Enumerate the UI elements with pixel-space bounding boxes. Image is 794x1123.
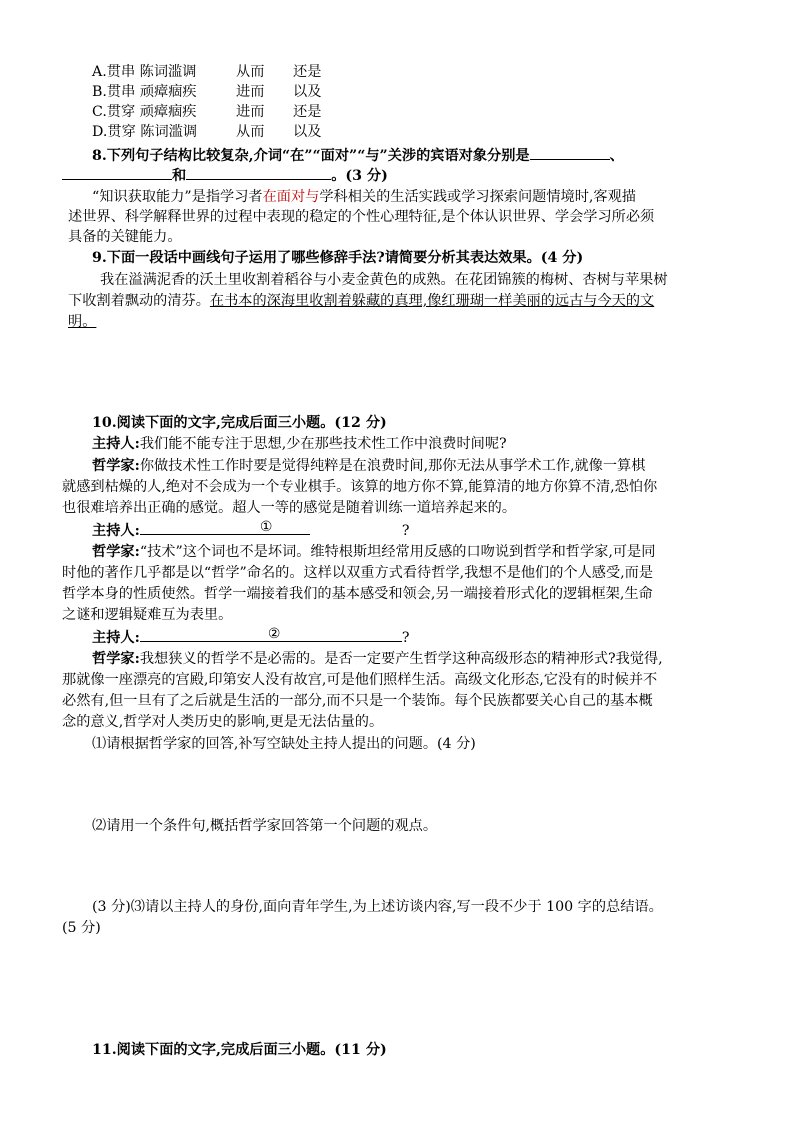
q8-title-cont: 和 。(3 分) (62, 165, 388, 186)
q8-blank-2 (62, 165, 172, 180)
q11-title: 11.阅读下面的文字,完成后面三小题。(11 分) (92, 1042, 387, 1058)
option-d: D.贯穿 陈词滥调 从而 以及 (92, 124, 322, 140)
q10-title: 10.阅读下面的文字,完成后面三小题。(12 分) (92, 415, 387, 431)
q9-underlined-sentence: 在书本的深海里收割着躲藏的真理,像红珊瑚一样美丽的远古与今天的文 (209, 293, 655, 309)
q10-phil-2-line4: 之谜和逻辑疑难互为表里。 (62, 607, 233, 623)
q10-phil-2-line2: 时他的著作几乎都是以“哲学”命名的。这样以双重方式看待哲学,我想不是他们的个人感受,而是 (62, 565, 654, 581)
q10-phil-3-line3: 必然有,但一旦有了之后就是生活的一部分,而不只是一个装饰。每个民族都要关心自己的基本概 (62, 693, 653, 709)
q10-subquestion-3: (3 分)⑶请以主持人的身份,面向青年学生,为上述访谈内容,写一段不少于 100 字的总结语。 (92, 899, 663, 915)
q10-phil-2-line3: 哲学本身的性质使然。哲学一端接着我们的基本感受和领会,另一端接着形式化的逻辑框架,生命 (62, 586, 653, 602)
q10-subquestion-1: ⑴请根据哲学家的回答,补写空缺处主持人提出的问题。(4 分) (92, 736, 476, 752)
q10-phil-2-line1: 哲学家:“技术”这个词也不是坏词。维特根斯坦经常用反感的口吻说到哲学和哲学家,可是同 (92, 544, 656, 560)
q10-host-3: 主持人: ② ? (92, 626, 410, 646)
q9-passage-line1: 我在溢满泥香的沃土里收割着稻谷与小麦金黄色的成熟。在花团锦簇的梅树、杏树与苹果树 (100, 272, 668, 288)
q8-title: 8.下列句子结构比较复杂,介词“在”“面对”“与”关涉的宾语对象分别是 、 (92, 145, 624, 166)
q8-passage-line1: “知识获取能力”是指学习者在面对与学科相关的生活实践或学习探索问题情境时,客观描 (92, 189, 636, 205)
q8-blank-1 (530, 145, 610, 160)
q10-phil-1-line3: 也很难培养出正确的感觉。超人一等的感觉是随着训练一道培养起来的。 (62, 500, 517, 516)
option-b: B.贯串 顽瘴痼疾 进而 以及 (92, 84, 322, 100)
q10-phil-3-line1: 哲学家:我想狭义的哲学不是必需的。是否一定要产生哲学这种高级形态的精神形式?我觉得, (92, 651, 663, 667)
q8-blank-3 (186, 165, 331, 180)
option-c: C.贯穿 顽瘴痼疾 进而 还是 (92, 104, 322, 120)
option-a: A.贯串 陈词滥调 从而 还是 (92, 64, 322, 80)
q10-phil-1-line2: 就感到枯燥的人,绝对不会成为一个专业棋手。该算的地方你不算,能算清的地方你算不清,恐怕你 (62, 479, 658, 495)
q10-phil-3-line2: 那就像一座漂亮的宫殿,印第安人没有故宫,可是他们照样生活。高级文化形态,它没有的时候并不 (62, 672, 658, 688)
q10-phil-3-line4: 念的意义,哲学对人类历史的影响,更是无法估量的。 (62, 714, 384, 730)
q9-underlined-sentence-end: 明。 (68, 314, 97, 330)
q10-answer-blank-1: ① (140, 520, 310, 535)
q10-host-1: 主持人:我们能不能专注于思想,少在那些技术性工作中浪费时间呢? (92, 436, 507, 452)
q8-passage-line3: 具备的关键能力。 (68, 229, 182, 245)
q10-host-2: 主持人: ① ? (92, 519, 410, 539)
q9-passage-line3 (68, 312, 96, 332)
q10-answer-blank-2: ② (140, 627, 402, 642)
q10-subquestion-3-score: (5 分) (62, 920, 101, 936)
q9-title: 9.下面一段话中画线句子运用了哪些修辞手法?请简要分析其表达效果。(4 分) (92, 250, 584, 266)
q9-passage-line2: 下收割着飘动的清芬。在书本的深海里收割着躲藏的真理,像红珊瑚一样美丽的远古与今天的文 (68, 293, 655, 309)
q10-subquestion-2: ⑵请用一个条件句,概括哲学家回答第一个问题的观点。 (92, 818, 438, 834)
q10-phil-1-line1: 哲学家:你做技术性工作时要是觉得纯粹是在浪费时间,那你无法从事学术工作,就像一算棋 (92, 458, 646, 474)
q8-passage-line2: 述世界、科学解释世界的过程中表现的稳定的个性心理特征,是个体认识世界、学会学习所必须 (68, 209, 655, 225)
